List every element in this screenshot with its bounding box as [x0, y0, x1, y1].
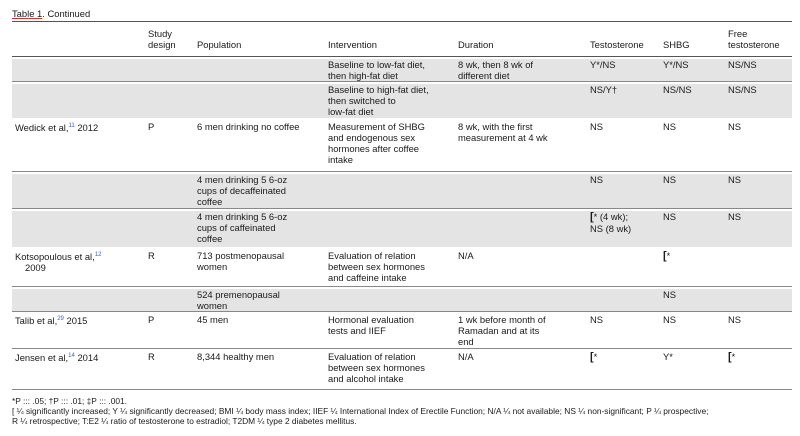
cell-study: Jensen et al,$^{14}$ 2014: [15, 352, 99, 364]
cell-duration: 8 wk, then 8 wk of different diet: [458, 59, 534, 81]
cell-intervention: Baseline to high-fat diet, then switched to low-fat diet: [328, 84, 429, 117]
study-author: Jensen et al,: [15, 352, 69, 364]
cell-population: 4 men drinking 5 6-oz cups of decaffeinated coffee: [197, 174, 288, 207]
table-row: [12, 250, 792, 286]
cell-duration: 8 wk, with the first measurement at 4 wk: [458, 121, 548, 143]
footnote-abbreviations-1: [ ¼ significantly increased; Y ¼ significantly decreased; BMI ¼ body mass index; IIEF ¼ International Index of Erectile Function; N/A ¼ not available; NS ¼ non-significant; P ¼ prospective;: [12, 406, 709, 416]
table-caption: [12, 8, 90, 19]
study-reference-link[interactable]: 12: [94, 252, 102, 258]
study-author: Kotsopoulous et al,: [15, 251, 95, 263]
study-year: 2009: [25, 262, 46, 274]
cell-free-testosterone: [*: [728, 351, 736, 363]
cell-intervention: Hormonal evaluation tests and IIEF: [328, 314, 414, 336]
header-shbg: SHBG: [663, 39, 690, 50]
caption-number: 1: [34, 8, 43, 19]
header-testosterone: Testosterone: [590, 39, 644, 50]
cell-testosterone: Y*/NS: [590, 59, 616, 70]
increase-symbol: [: [728, 351, 732, 363]
cell-population: 713 postmenopausal women: [197, 250, 285, 272]
cell-population: 6 men drinking no coffee: [197, 121, 300, 132]
cell-population: 4 men drinking 5 6-oz cups of caffeinated coffee: [197, 211, 288, 244]
header-free-testosterone: Free testosterone: [728, 28, 780, 50]
study-reference-link[interactable]: 29: [57, 316, 64, 322]
table-row: [12, 121, 792, 171]
study-author: Talib et al,: [15, 315, 58, 327]
row-divider: [12, 389, 792, 390]
footnote-abbreviations-2: R ¼ retrospective; T:E2 ¼ ratio of testosterone to estradiol; T2DM ¼ type 2 diabetes mellitus.: [12, 416, 357, 426]
header-intervention: Intervention: [328, 39, 377, 50]
header-population: Population: [197, 39, 242, 50]
cell-shbg: NS: [663, 121, 677, 132]
cell-intervention: Evaluation of relation between sex hormones and caffeine intake: [328, 250, 425, 283]
increase-symbol: [: [590, 211, 594, 223]
header-rule: [12, 56, 792, 57]
table-row: [12, 351, 792, 389]
cell-free-testosterone: NS: [728, 211, 742, 222]
cell-study-design: P: [148, 121, 155, 132]
cell-intervention: Baseline to low-fat diet, then high-fat diet: [328, 59, 425, 81]
cell-duration: N/A: [458, 250, 474, 261]
cell-intervention: Evaluation of relation between sex hormones and alcohol intake: [328, 351, 425, 384]
cell-free-testosterone: NS: [728, 121, 742, 132]
study-author: Wedick et al,: [15, 122, 69, 134]
cell-duration: 1 wk before month of Ramadan and at its end: [458, 314, 546, 347]
header-study-design: Study design: [148, 28, 176, 50]
row-divider: [12, 208, 792, 209]
caption-prefix: Table: [12, 8, 35, 19]
cell-shbg: NS: [663, 314, 677, 325]
cell-shbg: NS: [663, 174, 677, 185]
cell-free-testosterone: NS: [728, 174, 742, 185]
table-footnotes: [12, 396, 792, 426]
cell-shbg: [*: [663, 250, 671, 262]
study-reference-link[interactable]: 14: [68, 353, 75, 359]
cell-testosterone: NS/Y†: [590, 84, 618, 95]
row-divider: [12, 81, 792, 82]
cell-population: 524 premenopausal women: [197, 289, 280, 311]
cell-shbg: Y*: [663, 351, 673, 362]
cell-testosterone: [* (4 wk); NS (8 wk): [590, 211, 632, 234]
table-row: [12, 174, 792, 208]
increase-symbol: [: [663, 250, 667, 262]
table-row: [12, 314, 792, 348]
table-row: [12, 289, 792, 311]
cell-study-design: R: [148, 250, 155, 261]
row-divider: [12, 286, 792, 287]
study-reference-link[interactable]: 11: [68, 123, 75, 129]
cell-study: [15, 250, 101, 273]
cell-shbg: NS: [663, 211, 677, 222]
cell-study-design: R: [148, 351, 155, 362]
cell-study: Wedick et al,$^{11}$ 2012: [15, 122, 99, 134]
cell-free-testosterone: NS: [728, 314, 742, 325]
caption-suffix: . Continued: [42, 8, 91, 19]
table-row: [12, 59, 792, 81]
cell-testosterone: [*: [590, 351, 598, 363]
top-rule: [12, 21, 792, 22]
table-row: [12, 211, 792, 247]
cell-testosterone: NS: [590, 174, 604, 185]
cell-free-testosterone: NS/NS: [728, 84, 757, 95]
table-row: [12, 84, 792, 118]
row-divider: [12, 348, 792, 349]
row-divider: [12, 171, 792, 172]
cell-testosterone: NS: [590, 314, 604, 325]
cell-population: 8,344 healthy men: [197, 351, 275, 362]
cell-testosterone: NS: [590, 121, 604, 132]
cell-shbg: NS/NS: [663, 84, 692, 95]
cell-shbg: NS: [663, 289, 677, 300]
cell-population: 45 men: [197, 314, 229, 325]
footnote-significance: *P ::: .05; †P ::: .01; ‡P ::: .001.: [12, 396, 128, 406]
cell-study: Talib et al,$^{29}$ 2015: [15, 315, 88, 327]
cell-free-testosterone: NS/NS: [728, 59, 757, 70]
cell-intervention: Measurement of SHBG and endogenous sex hormones after coffee intake: [328, 121, 425, 165]
cell-shbg: Y*/NS: [663, 59, 689, 70]
cell-duration: N/A: [458, 351, 474, 362]
table-header: [12, 28, 792, 54]
cell-study-design: P: [148, 314, 155, 325]
increase-symbol: [: [590, 351, 594, 363]
row-divider: [12, 311, 792, 312]
header-duration: Duration: [458, 39, 494, 50]
